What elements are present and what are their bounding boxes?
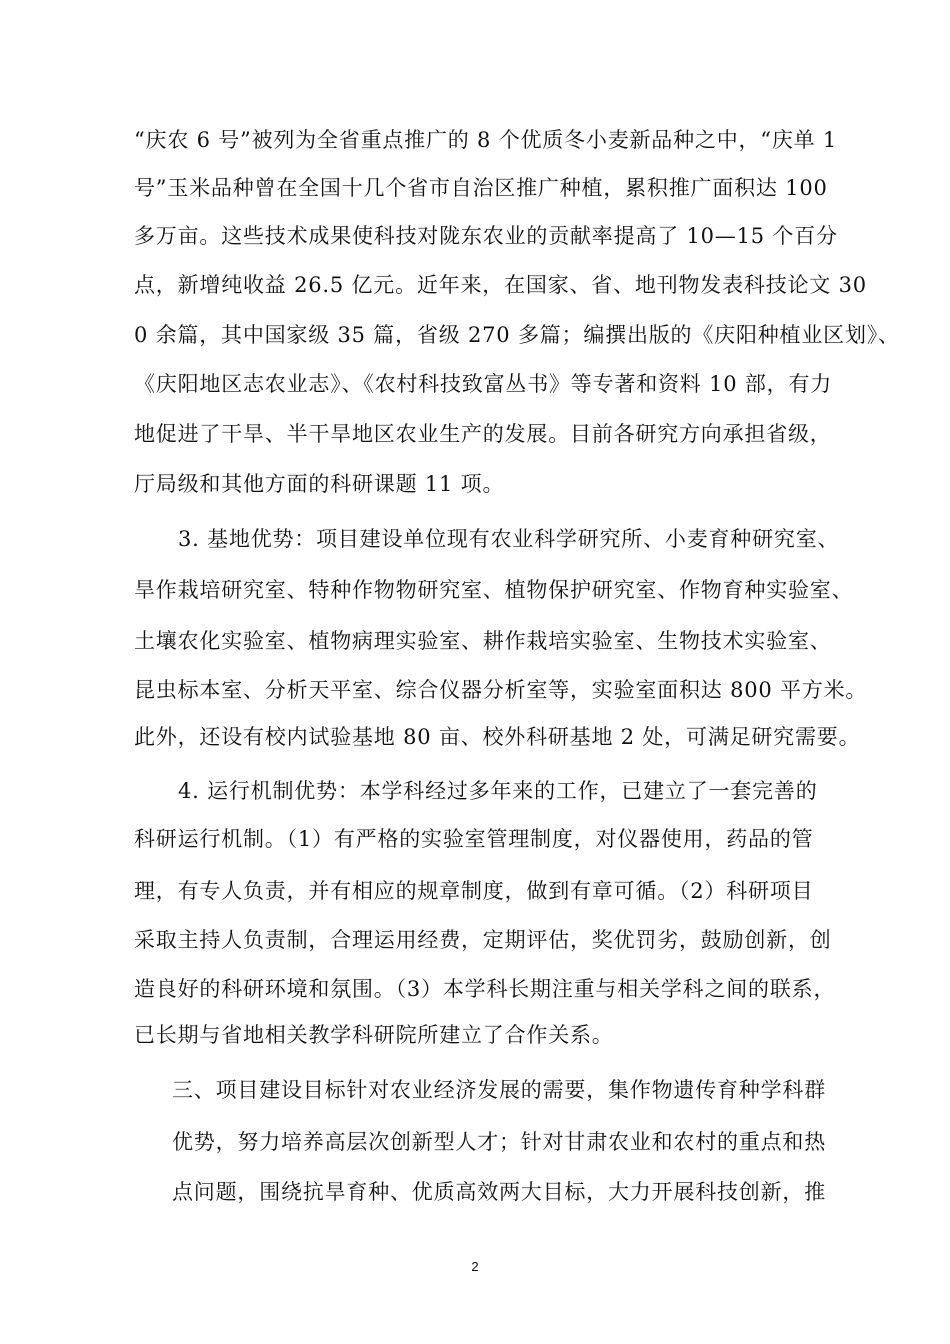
paragraph-line: 昆虫标本室、分析天平室、综合仪器分析室等，实验室面积达 800 平方米。 [134,678,868,702]
paragraph-line: 旱作栽培研究室、特种作物物研究室、植物保护研究室、作物育种实验室、 [134,578,854,602]
paragraph-line: 造良好的科研环境和氛围。（3）本学科长期注重与相关学科之间的联系， [134,977,836,1001]
paragraph-line: 此外，还设有校内试验基地 80 亩、校外科研基地 2 处，可满足研究需要。 [134,725,861,749]
paragraph-line: 多万亩。这些技术成果使科技对陇东农业的贡献率提高了 10—15 个百分 [134,224,838,248]
paragraph-line: 理，有专人负责，并有相应的规章制度，做到有章可循。（2）科研项目 [134,879,814,903]
paragraph-line: “庆农 6 号”被列为全省重点推广的 8 个优质冬小麦新品种之中，“庆单 1 [134,128,838,152]
paragraph-line: 地促进了干旱、半干旱地区农业生产的发展。目前各研究方向承担省级， [134,422,832,446]
paragraph-line: 采取主持人负责制，合理运用经费，定期评估，奖优罚劣，鼓励创新，创 [134,928,832,952]
paragraph-line: 号”玉米品种曾在全国十几个省市自治区推广种植，累积推广面积达 100 [134,176,828,200]
paragraph-line: 3. 基地优势：项目建设单位现有农业科学研究所、小麦育种研究室、 [178,527,840,551]
paragraph-line: 点问题，围绕抗旱育种、优质高效两大目标，大力开展科技创新，推 [172,1180,826,1204]
page-number: 2 [471,1259,479,1274]
paragraph-line: 科研运行机制。（1）有严格的实验室管理制度，对仪器使用，药品的管 [134,827,814,851]
paragraph-line: 《庆阳地区志农业志》、《农村科技致富丛书》等专著和资料 10 部，有力 [134,372,833,396]
paragraph-line: 三、项目建设目标针对农业经济发展的需要，集作物遗传育种学科群 [172,1078,826,1102]
paragraph-line: 土壤农化实验室、植物病理实验室、耕作栽培实验室、生物技术实验室、 [134,629,832,653]
paragraph-line: 优势，努力培养高层次创新型人才；针对甘肃农业和农村的重点和热 [172,1130,826,1154]
paragraph-line: 4. 运行机制优势：本学科经过多年来的工作，已建立了一套完善的 [178,779,818,803]
paragraph-line: 0 余篇，其中国家级 35 篇，省级 270 多篇；编撰出版的《庆阳种植业区划》、 [134,323,900,347]
paragraph-line: 点，新增纯收益 26.5 亿元。近年来，在国家、省、地刊物发表科技论文 30 [134,273,867,297]
paragraph-line: 厅局级和其他方面的科研课题 11 项。 [134,472,505,496]
paragraph-line: 已长期与省地相关教学科研院所建立了合作关系。 [134,1023,614,1047]
